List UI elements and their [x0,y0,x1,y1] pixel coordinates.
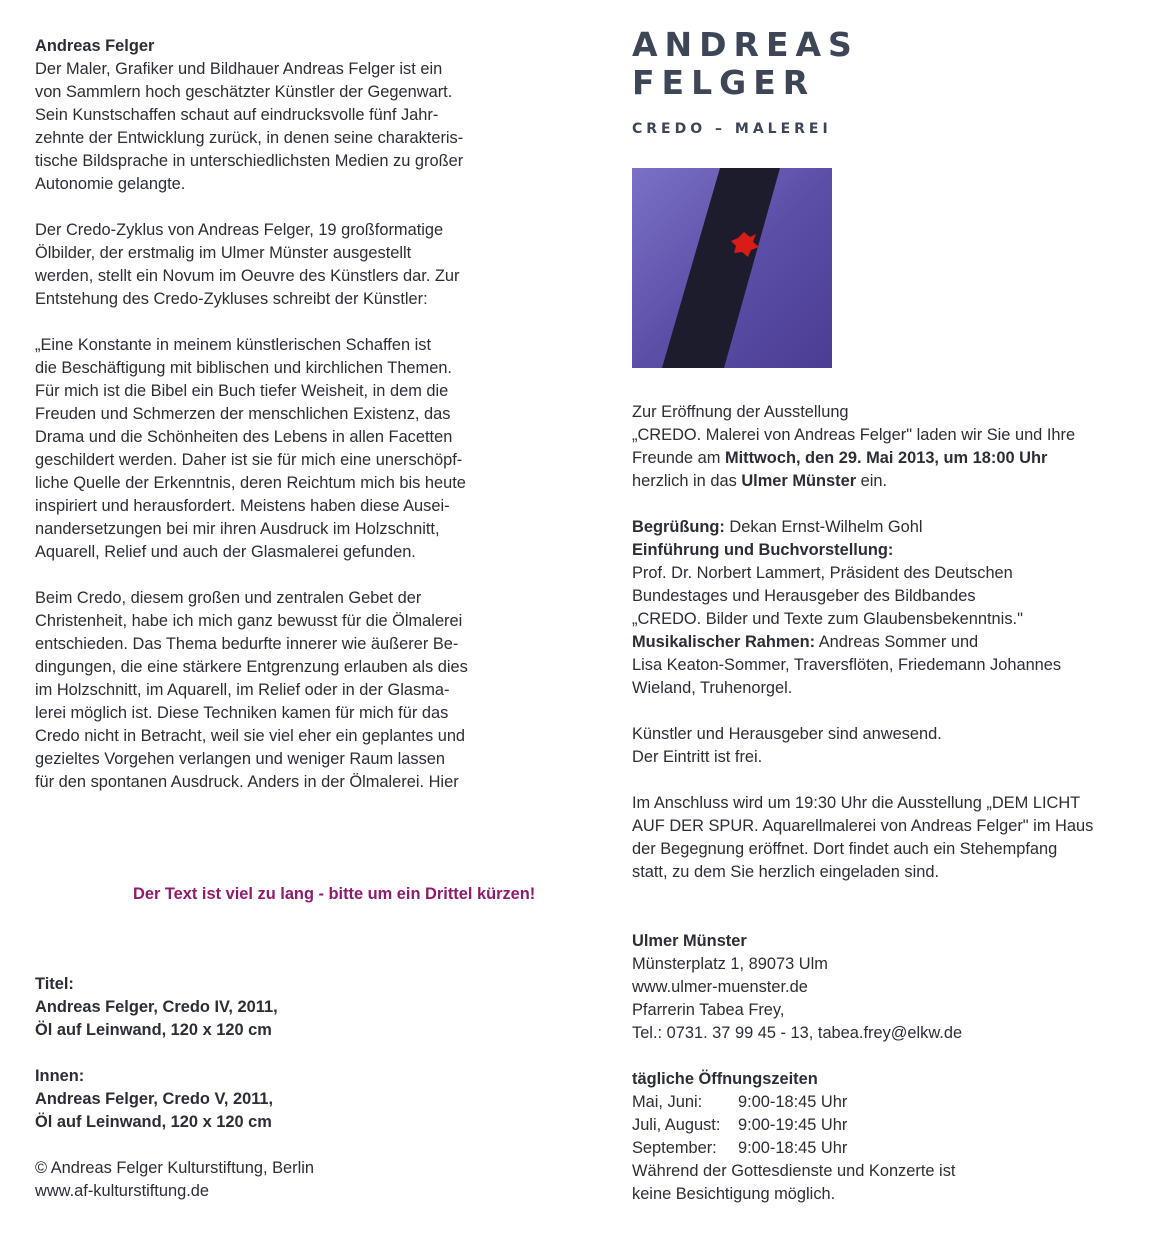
quote-line: die Beschäftigung mit biblischen und kirchlichen Themen. [35,359,452,377]
intro-line: von Sammlern hoch geschätzter Künstler der Gegenwart. [35,83,453,101]
intro-paragraph [35,35,475,196]
quote-line: Freuden und Schmerzen der menschlichen Existenz, das [35,405,451,423]
quote-paragraph-1 [35,334,475,564]
left-column [35,35,475,794]
attendance-line: Der Eintritt ist frei. [632,748,763,766]
followup-line: AUF DER SPUR. Aquarellmalerei von Andreas Felger" im Haus [632,817,1094,835]
quote-line: für den spontanen Ausdruck. Anders in der Ölmalerei. Hier [35,773,459,791]
invitation-line: „CREDO. Malerei von Andreas Felger" laden wir Sie und Ihre [632,426,1076,444]
intro-label: Einführung und Buchvorstellung: [632,541,894,559]
invitation-paragraph [632,401,1093,493]
quote-line: gezieltes Vorgehen verlangen und weniger Raum lassen [35,750,446,768]
inner-label: Innen: [35,1067,85,1085]
quote-line: Credo nicht in Betracht, weil sie viel eher ein geplantes und [35,727,466,745]
intro-line: tische Bildsprache in unterschiedlichsten Medien zu großer [35,152,464,170]
invitation-place-line: herzlich in das Ulmer Münster ein. [632,472,888,490]
hours-note-line: keine Besichtigung möglich. [632,1185,836,1203]
greeting-label: Begrüßung: [632,518,725,536]
copyright-text: © Andreas Felger Kulturstiftung, Berlin [35,1159,315,1177]
quote-line: Drama und die Schönheiten des Lebens in allen Facetten [35,428,453,446]
intro-line: Autonomie gelangte. [35,175,186,193]
inner-credit-line: Andreas Felger, Credo V, 2011, [35,1090,274,1108]
quote-line: dingungen, die eine stärkere Entgrenzung erlauben als dies [35,658,468,676]
quote-line: lerei möglich ist. Diese Techniken kamen für mich für das [35,704,449,722]
program-line: Bundestages und Herausgeber des Bildbandes [632,587,976,605]
intro-heading: Andreas Felger [35,37,155,55]
intro-line: zehnte der Entwicklung zurück, in denen seine charakteris- [35,129,464,147]
attendance-line: Künstler und Herausgeber sind anwesend. [632,725,942,743]
followup-paragraph [632,792,1093,884]
venue-block [632,930,1093,1045]
venue-name: Ulmer Münster [632,932,747,950]
invitation-date-line: Freunde am Mittwoch, den 29. Mai 2013, um 18:00 Uhr [632,449,1048,467]
event-date: Mittwoch, den 29. Mai 2013, um 18:00 Uhr [724,449,1048,467]
invitation-body [632,401,1093,1206]
exhibition-subtitle: CREDO – MALEREI [632,121,832,137]
credo-painting [632,168,832,368]
program-paragraph [632,516,1093,700]
cycle-line: Der Credo-Zyklus von Andreas Felger, 19 großformatige [35,221,444,239]
quote-line: Beim Credo, diesem großen und zentralen Gebet der [35,589,422,607]
quote-line: „Eine Konstante in meinem künstlerischen Schaffen ist [35,336,432,354]
quote-line: entschieden. Das Thema bedurfte innerer wie äußerer Be- [35,635,459,653]
invitation-line: Zur Eröffnung der Ausstellung [632,403,849,421]
cover-credit-line: Andreas Felger, Credo IV, 2011, [35,998,278,1016]
image-credits [35,973,314,1203]
venue-contact-person: Pfarrerin Tabea Frey, [632,1001,785,1019]
intro-line: Der Maler, Grafiker und Bildhauer Andreas Felger ist ein [35,60,443,78]
cycle-line: Ölbilder, der erstmalig im Ulmer Münster ausgestellt [35,244,412,262]
hours-heading: tägliche Öffnungszeiten [632,1070,818,1088]
inner-credit-line: Öl auf Leinwand, 120 x 120 cm [35,1113,272,1131]
quote-line: geschildert werden. Daher ist sie für mich eine unerschöpf- [35,451,463,469]
venue-phone-email[interactable]: Tel.: 0731. 37 99 45 - 13, tabea.frey@elkw.de [632,1024,963,1042]
hours-row: September: 9:00-18:45 Uhr [632,1139,848,1157]
quote-line: Aquarell, Relief und auch der Glasmalerei gefunden. [35,543,416,561]
hours-row: Mai, Juni: 9:00-18:45 Uhr [632,1093,848,1111]
quote-line: Für mich ist die Bibel ein Buch tiefer Weisheit, in dem die [35,382,449,400]
quote-line: im Holzschnitt, im Aquarell, im Relief oder in der Glasma- [35,681,450,699]
music-label: Musikalischer Rahmen: [632,633,816,651]
intro-line: Sein Kunstschaffen schaut auf eindrucksvolle fünf Jahr- [35,106,439,124]
artist-last-name: FELGER [632,63,816,102]
editor-note: Der Text ist viel zu lang - bitte um ein Drittel kürzen! [133,885,536,903]
opening-hours [632,1068,1093,1206]
artist-first-name: ANDREAS [632,25,859,64]
music-line: Musikalischer Rahmen: Andreas Sommer und [632,633,979,651]
quote-line: Christenheit, habe ich mich ganz bewusst für die Ölmalerei [35,612,463,630]
quote-paragraph-2 [35,587,475,794]
artist-name-title [632,26,859,102]
followup-line: der Begegnung eröffnet. Dort findet auch ein Stehempfang [632,840,1058,858]
foundation-website-link[interactable]: www.af-kulturstiftung.de [35,1182,209,1200]
program-line: Prof. Dr. Norbert Lammert, Präsident des Deutschen [632,564,1013,582]
attendance-paragraph [632,723,1093,769]
program-line: Wieland, Truhenorgel. [632,679,793,697]
hours-row: Juli, August: 9:00-19:45 Uhr [632,1116,848,1134]
followup-line: statt, zu dem Sie herzlich eingeladen sind. [632,863,940,881]
event-venue: Ulmer Münster [741,472,857,490]
program-line: Lisa Keaton-Sommer, Traversflöten, Friedemann Johannes [632,656,1062,674]
cycle-line: Entstehung des Credo-Zykluses schreibt der Künstler: [35,290,428,308]
venue-website-link[interactable]: www.ulmer-muenster.de [632,978,808,996]
cover-credit-line: Öl auf Leinwand, 120 x 120 cm [35,1021,272,1039]
quote-line: liche Quelle der Erkenntnis, deren Reichtum mich bis heute [35,474,466,492]
cycle-line: werden, stellt ein Novum im Oeuvre des Künstlers dar. Zur [35,267,460,285]
hours-note-line: Während der Gottesdienste und Konzerte ist [632,1162,956,1180]
venue-address: Münsterplatz 1, 89073 Ulm [632,955,828,973]
quote-line: inspiriert und herausfordert. Meistens haben diese Ausei- [35,497,450,515]
followup-line: Im Anschluss wird um 19:30 Uhr die Ausstellung „DEM LICHT [632,794,1081,812]
greeting-line: Begrüßung: Dekan Ernst-Wilhelm Gohl [632,518,923,536]
quote-line: nandersetzungen bei mir ihren Ausdruck im Holzschnitt, [35,520,440,538]
cover-label: Titel: [35,975,74,993]
program-line: „CREDO. Bilder und Texte zum Glaubensbekenntnis." [632,610,1023,628]
cycle-paragraph [35,219,475,311]
